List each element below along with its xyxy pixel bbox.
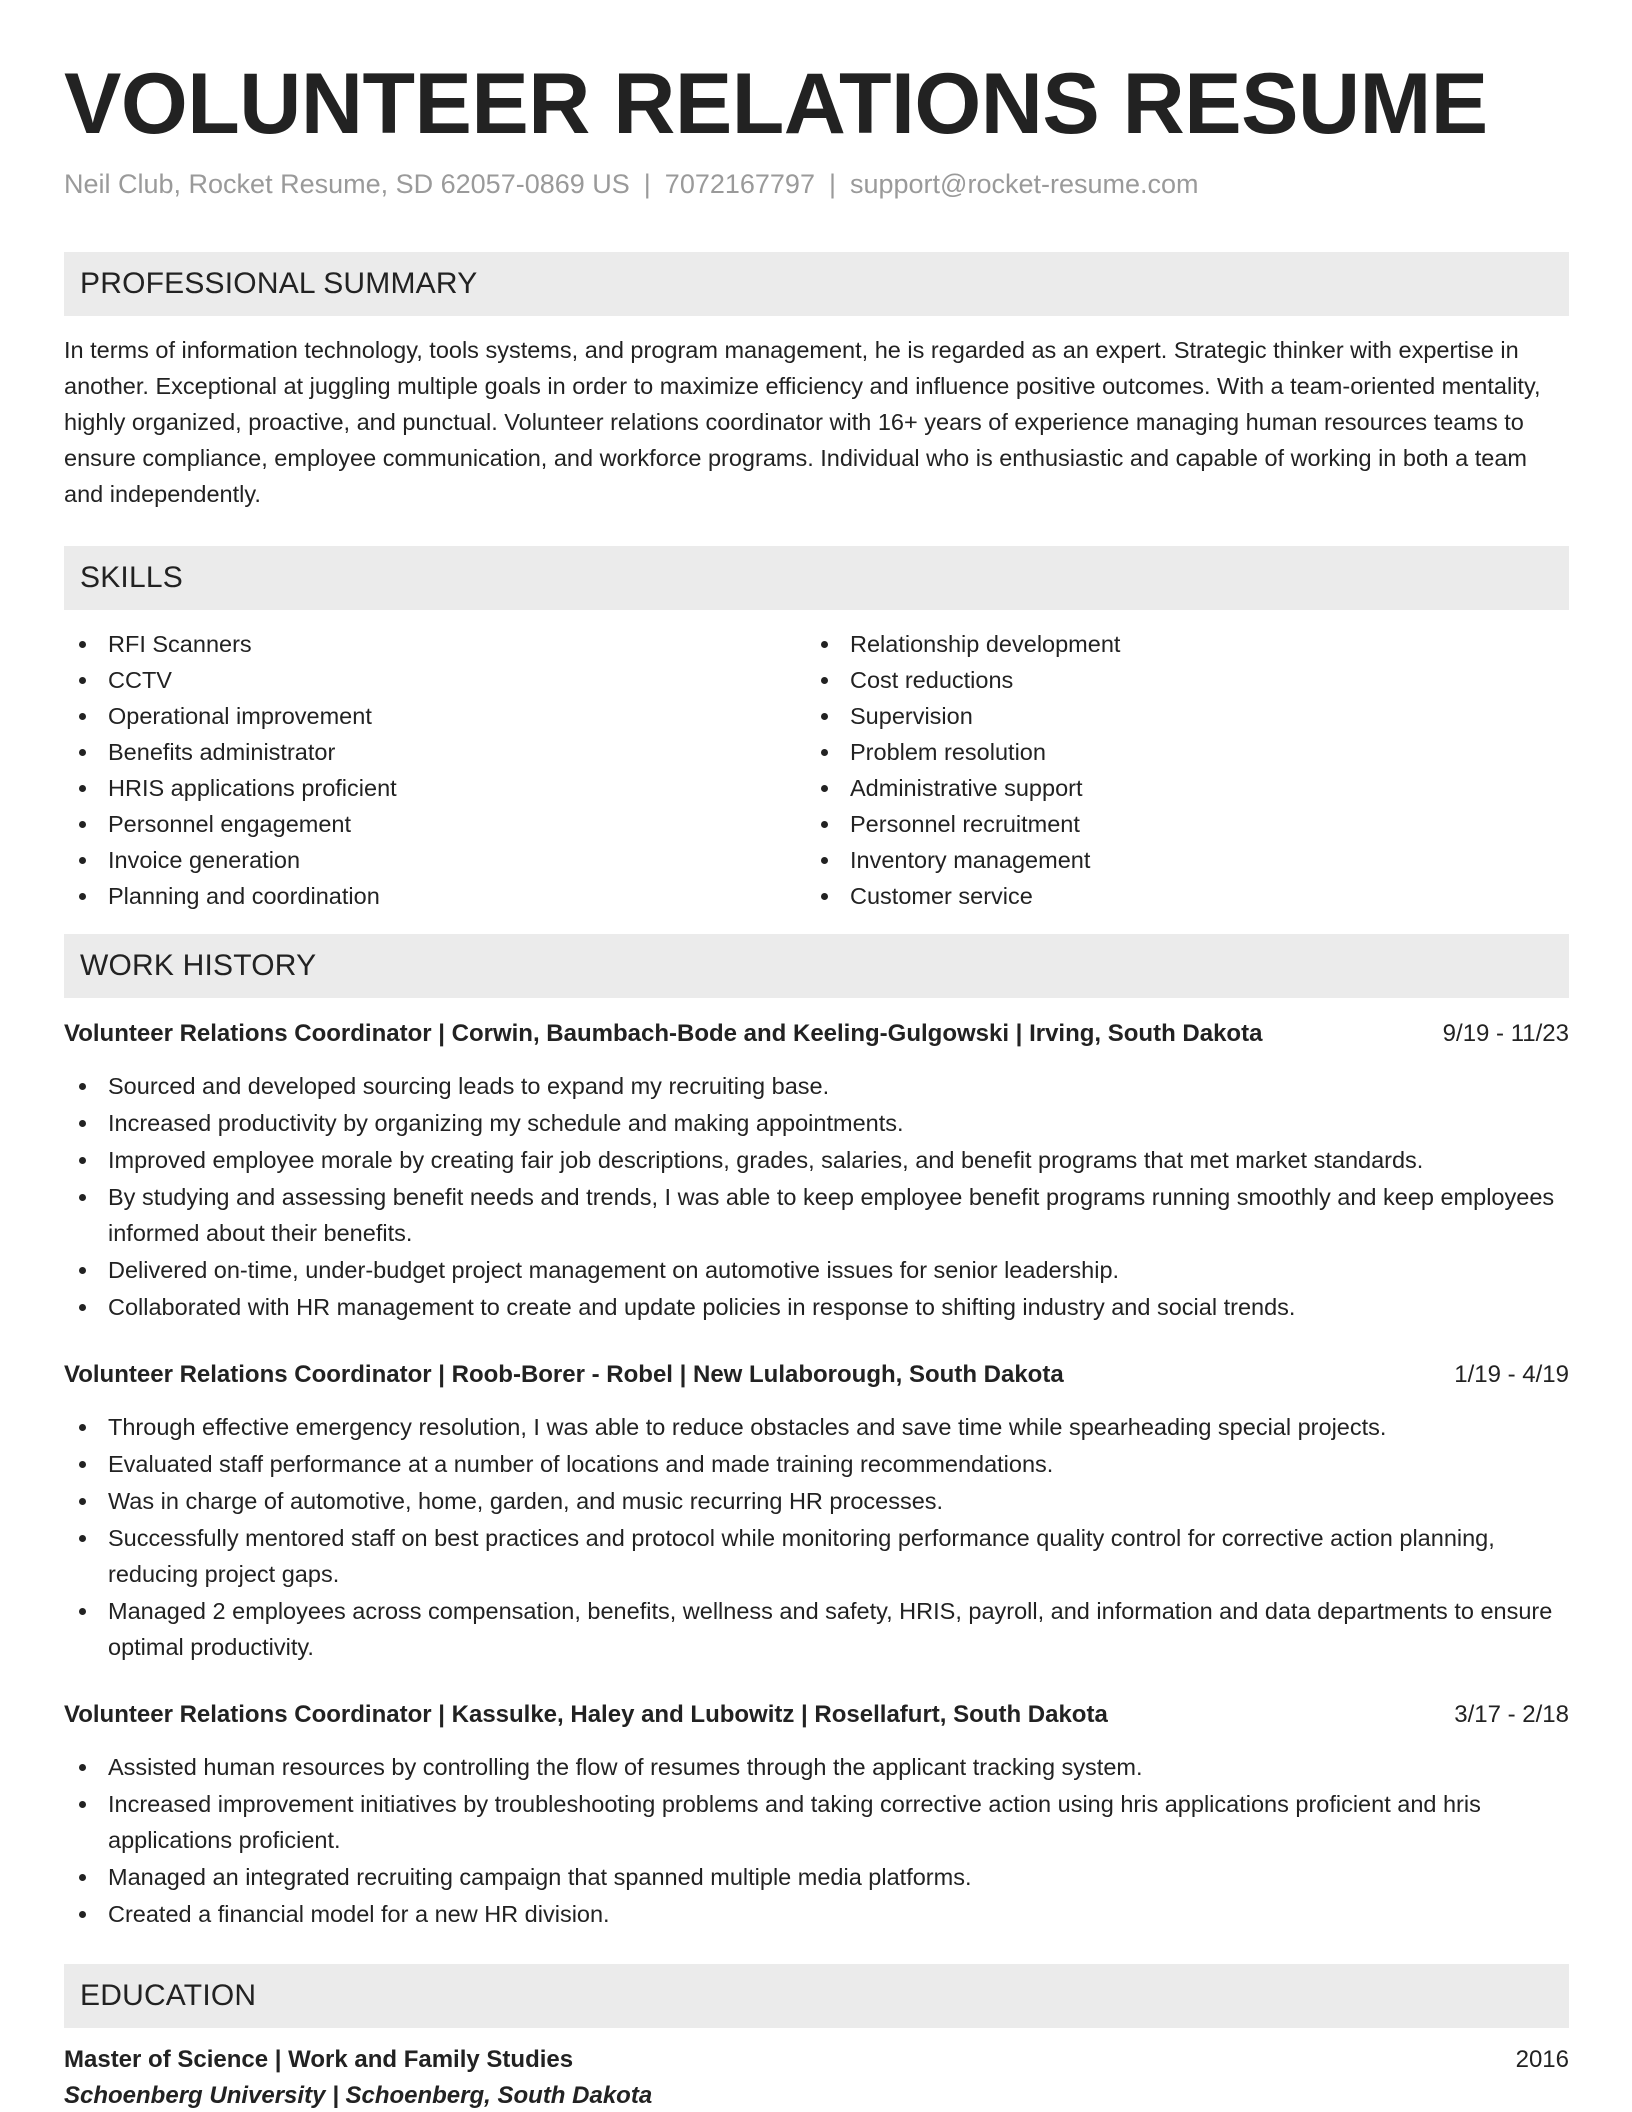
skill-item: RFI Scanners	[64, 626, 806, 662]
section-header-skills	[64, 546, 1569, 610]
job-entry	[64, 1016, 1569, 1325]
skill-item: CCTV	[64, 662, 806, 698]
job-entry	[64, 1697, 1569, 1932]
job-bullet: Managed an integrated recruiting campaign that spanned multiple media platforms.	[64, 1859, 1569, 1895]
skill-item: HRIS applications proficient	[64, 770, 806, 806]
job-bullet: Sourced and developed sourcing leads to expand my recruiting base.	[64, 1068, 1569, 1104]
skill-item: Problem resolution	[806, 734, 1548, 770]
job-bullets	[64, 1068, 1569, 1325]
resume-page	[64, 56, 1569, 2112]
job-bullet: Evaluated staff performance at a number of locations and made training recommendations.	[64, 1446, 1569, 1482]
summary-text: In terms of information technology, tools systems, and program management, he is regarded as an expert. Strategic thinker with expertise in another. Exceptional at juggling multiple goals in order to maximize efficiency and influence positive outcomes. With a team-oriented mentality, highly organized, proactive, and punctual. Volunteer relations coordinator with 16+ years of experience managing human resources teams to ensure compliance, employee communication, and workforce programs. Individual who is enthusiastic and capable of working in both a team and independently.	[64, 337, 1541, 507]
job-bullets	[64, 1749, 1569, 1932]
skill-item: Relationship development	[806, 626, 1548, 662]
contact-separator: |	[828, 169, 836, 199]
contact-address: Neil Club, Rocket Resume, SD 62057-0869 US	[64, 169, 630, 199]
job-title: Volunteer Relations Coordinator | Kassulke, Haley and Lubowitz | Rosellafurt, South Dakota	[64, 1701, 1108, 1728]
contact-separator: |	[643, 169, 651, 199]
job-bullet: Managed 2 employees across compensation, benefits, wellness and safety, HRIS, payroll, and information and data departments to ensure optimal productivity.	[64, 1593, 1569, 1665]
section-title: WORK HISTORY	[80, 949, 317, 982]
education-year: 2016	[1515, 2046, 1569, 2073]
job-bullet: Collaborated with HR management to create and update policies in response to shifting industry and social trends.	[64, 1289, 1569, 1325]
skill-item: Inventory management	[806, 842, 1548, 878]
section-title: SKILLS	[80, 561, 183, 594]
job-bullet: Was in charge of automotive, home, garden, and music recurring HR processes.	[64, 1483, 1569, 1519]
job-entry	[64, 1357, 1569, 1665]
skill-item: Operational improvement	[64, 698, 806, 734]
skill-item: Personnel recruitment	[806, 806, 1548, 842]
skills-column-left	[64, 626, 806, 914]
skill-item: Supervision	[806, 698, 1548, 734]
education-school: Schoenberg University | Schoenberg, South Dakota	[64, 2082, 653, 2109]
section-header-work-history	[64, 934, 1569, 998]
job-bullet: By studying and assessing benefit needs and trends, I was able to keep employee benefit programs running smoothly and keep employees informed about their benefits.	[64, 1179, 1569, 1251]
job-bullets	[64, 1409, 1569, 1665]
job-bullet: Through effective emergency resolution, I was able to reduce obstacles and save time while spearheading special projects.	[64, 1409, 1569, 1445]
job-dates: 9/19 - 11/23	[1442, 1020, 1569, 1047]
contact-line	[64, 166, 1569, 202]
contact-phone: 7072167797	[664, 169, 815, 199]
skill-item: Customer service	[806, 878, 1548, 914]
job-header	[64, 1697, 1569, 1733]
skill-item: Personnel engagement	[64, 806, 806, 842]
job-title: Volunteer Relations Coordinator | Corwin, Baumbach-Bode and Keeling-Gulgowski | Irving, South Dakota	[64, 1020, 1263, 1047]
job-dates: 3/17 - 2/18	[1454, 1701, 1569, 1728]
job-header	[64, 1016, 1569, 1052]
job-bullet: Assisted human resources by controlling the flow of resumes through the applicant tracking system.	[64, 1749, 1569, 1785]
job-bullet: Created a financial model for a new HR division.	[64, 1896, 1569, 1932]
section-header-summary	[64, 252, 1569, 316]
skills-column-right	[806, 626, 1548, 914]
section-title: EDUCATION	[80, 1979, 257, 2012]
skill-item: Administrative support	[806, 770, 1548, 806]
skill-item: Invoice generation	[64, 842, 806, 878]
education-degree: Master of Science | Work and Family Studies	[64, 2046, 574, 2073]
skill-item: Planning and coordination	[64, 878, 806, 914]
job-bullet: Improved employee morale by creating fair job descriptions, grades, salaries, and benefit programs that met market standards.	[64, 1142, 1569, 1178]
job-bullet: Delivered on-time, under-budget project management on automotive issues for senior leadership.	[64, 1252, 1569, 1288]
job-dates: 1/19 - 4/19	[1454, 1361, 1569, 1388]
education-header	[64, 2042, 1569, 2078]
section-title: PROFESSIONAL SUMMARY	[80, 267, 478, 300]
job-bullet: Successfully mentored staff on best practices and protocol while monitoring performance quality control for corrective action planning, reducing project gaps.	[64, 1520, 1569, 1592]
job-bullet: Increased productivity by organizing my schedule and making appointments.	[64, 1105, 1569, 1141]
job-header	[64, 1357, 1569, 1393]
skills-list	[64, 626, 1569, 914]
contact-email: support@rocket-resume.com	[849, 169, 1199, 199]
resume-title: VOLUNTEER RELATIONS RESUME	[64, 56, 1488, 152]
section-header-education	[64, 1964, 1569, 2028]
job-title: Volunteer Relations Coordinator | Roob-Borer - Robel | New Lulaborough, South Dakota	[64, 1361, 1064, 1388]
skill-item: Cost reductions	[806, 662, 1548, 698]
skill-item: Benefits administrator	[64, 734, 806, 770]
job-bullet: Increased improvement initiatives by troubleshooting problems and taking corrective action using hris applications proficient and hris applications proficient.	[64, 1786, 1569, 1858]
